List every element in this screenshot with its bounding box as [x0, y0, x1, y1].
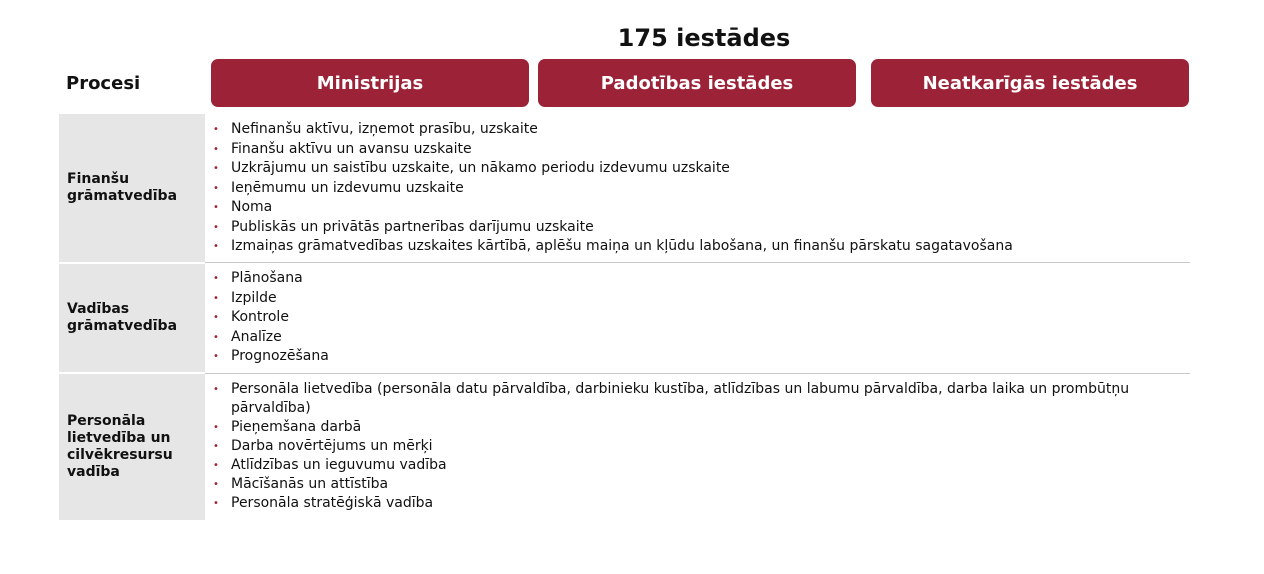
list-item	[211, 140, 1186, 160]
list-item-text: Atlīdzības un ieguvumu vadība	[231, 457, 447, 473]
bullet-icon: •	[213, 124, 219, 135]
list-item-text: Ieņēmumu un izdevumu uzskaite	[231, 179, 464, 196]
header-ministries: Ministrijas	[211, 59, 529, 107]
list-item	[211, 218, 1186, 238]
bullet-icon: •	[213, 221, 219, 233]
list-item	[211, 289, 1186, 309]
bullet-icon: •	[213, 163, 219, 174]
row-label-line: Finanšu	[67, 171, 130, 187]
row-label-line: grāmatvedība	[67, 318, 178, 334]
list-item	[211, 328, 1186, 348]
list-item-text: Prognozēšana	[231, 348, 329, 364]
bullet-icon: •	[213, 331, 219, 343]
bullet-icon: •	[213, 273, 219, 284]
list-item	[211, 437, 1186, 456]
list-item-text: Izmaiņas grāmatvedības uzskaites kārtībā, aplēšu maiņa un kļūdu labošana, un finanšu pārskatu sagatavošana	[231, 238, 1013, 254]
bullet-icon: •	[213, 460, 219, 471]
bullet-icon: •	[213, 182, 219, 194]
bullet-icon: •	[213, 422, 219, 433]
bullet-icon: •	[213, 351, 219, 362]
row-label-management-accounting	[59, 264, 205, 372]
bullet-icon: •	[213, 202, 219, 213]
list-item	[211, 269, 1186, 289]
header-subordinate-institutions: Padotības iestādes	[538, 59, 856, 107]
list-item-text: Analīze	[231, 328, 282, 345]
list-item	[211, 198, 1186, 218]
list-item-text: Personāla lietvedība (personāla datu pārvaldība, darbinieku kustība, atlīdzības un labumu pārvaldība, darba laika un prombūtņu pārvaldība)	[231, 381, 1130, 416]
list-item	[211, 308, 1186, 328]
list-item-text: Plānošana	[231, 270, 303, 286]
list-item-text: Mācīšanās un attīstība	[231, 476, 389, 492]
list-item-text: Personāla stratēģiskā vadība	[231, 495, 434, 511]
row-label-hr-management	[59, 374, 205, 520]
bullet-icon: •	[213, 498, 219, 509]
list-item-text: Uzkrājumu un saistību uzskaite, un nākamo periodu izdevumu uzskaite	[231, 160, 730, 176]
bullet-icon: •	[213, 292, 219, 304]
processes-column-label: Procesi	[66, 73, 141, 94]
list-item	[211, 237, 1186, 257]
row-divider	[205, 262, 1190, 263]
list-item	[211, 159, 1186, 179]
list-item-text: Izpilde	[231, 289, 277, 306]
list-item-text: Pieņemšana darbā	[231, 419, 362, 435]
list-item-text: Darba novērtējums un mērķi	[231, 438, 433, 454]
row-label-line: grāmatvedība	[67, 188, 178, 204]
list-item	[211, 494, 1186, 513]
hr-management-list	[211, 380, 1186, 513]
list-item-text: Finanšu aktīvu un avansu uzskaite	[231, 140, 472, 157]
management-accounting-list	[211, 269, 1186, 367]
list-item-text: Kontrole	[231, 309, 289, 325]
list-item	[211, 380, 1186, 418]
row-label-line: lietvedība un	[67, 430, 171, 446]
list-item-text: Nefinanšu aktīvu, izņemot prasību, uzskaite	[231, 121, 538, 137]
list-item-text: Publiskās un privātās partnerības darījumu uzskaite	[231, 218, 594, 235]
bullet-icon: •	[213, 384, 219, 395]
row-label-line: vadība	[67, 464, 120, 480]
row-label-line: Vadības	[67, 301, 130, 317]
financial-accounting-list	[211, 120, 1186, 257]
list-item	[211, 456, 1186, 475]
list-item	[211, 418, 1186, 437]
bullet-icon: •	[213, 479, 219, 490]
bullet-icon: •	[213, 441, 219, 452]
row-divider	[205, 373, 1190, 374]
list-item	[211, 347, 1186, 367]
list-item	[211, 179, 1186, 199]
row-label-financial-accounting	[59, 114, 205, 262]
list-item	[211, 475, 1186, 494]
list-item-text: Noma	[231, 199, 273, 215]
row-label-line: Personāla	[67, 413, 146, 429]
bullet-icon: •	[213, 143, 219, 155]
bullet-icon: •	[213, 241, 219, 252]
header-independent-institutions: Neatkarīgās iestādes	[871, 59, 1189, 107]
page-title: 175 iestādes	[617, 24, 791, 52]
row-label-line: cilvēkresursu	[67, 447, 173, 463]
bullet-icon: •	[213, 312, 219, 323]
list-item	[211, 120, 1186, 140]
